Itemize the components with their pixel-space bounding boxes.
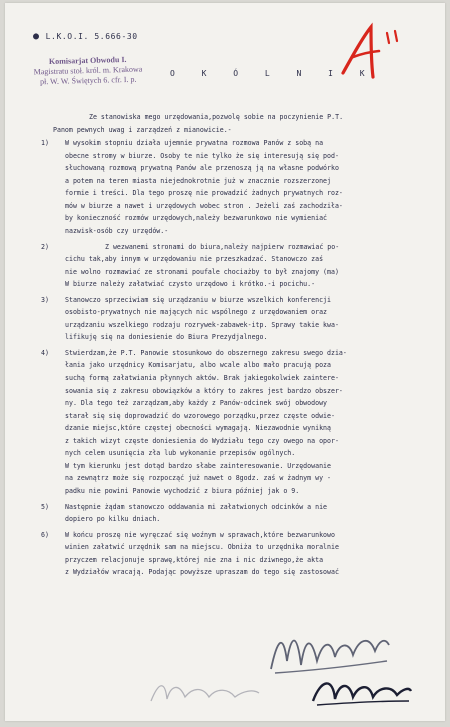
item-line: łania jako urzędnicy Komisarjatu, albo wcale albo mało pracują poza <box>65 361 331 370</box>
item-line: sowania się z zakresu obowiązków a który to zakres jest bardzo obszer- <box>65 386 343 395</box>
item-line: urządzaniu wszelkiego rodzaju rozrywek-zabawek-itp. Sprawy takie kwa- <box>65 320 339 329</box>
stamp-line-2: Magistratu stoł. król. m. Krakowa <box>33 64 143 77</box>
document-page <box>5 3 445 721</box>
item-line: z takich wizyt częste doniesienia do Wydziału tego czy owego na opor- <box>65 436 339 445</box>
item-number: 3) <box>41 295 49 304</box>
item-line: nie wolno rozmawiać ze stronami poufale chociażby to był znajomy (ma) <box>65 267 339 276</box>
item-line: dzanie miejsc,które częstej obecności wymagają. Niezawodnie wynikną <box>65 424 331 433</box>
item-line: W biurze należy załatwiać czysto urzędowo i krótko.-i pocichu.- <box>65 280 316 289</box>
stamp-line-1: Komisarjat Obwodu I. <box>48 54 127 67</box>
item-line: suchą formą załatwiania płynnych aktów. Brak jakiegokolwiek zaintere- <box>65 374 339 382</box>
item-line: nych celem usunięcia zła lub wykonanie przepisów ogólnych. <box>65 449 296 458</box>
document-heading: O K Ó L N I K <box>170 69 376 78</box>
item-line: winien załatwić urzędnik sam na miejscu. Obniża to urzędnika moralnie <box>65 543 339 552</box>
item-line: przyczem relacjonuje sprawę,której nie zna i nic dziwnego,że akta <box>65 555 324 564</box>
item-line: dopiero po kilku dniach. <box>65 515 161 524</box>
item-number: 2) <box>41 242 49 251</box>
item-number: 5) <box>41 502 49 511</box>
item-number: 4) <box>41 348 49 357</box>
reference-text: L.K.O.I. 5.666-30 <box>45 32 138 41</box>
item-line: ny. Dla tego też zarządzam,aby każdy z Panów-odcinek swój obwodowy <box>65 399 328 408</box>
item-line: starał się się doprowadzić do wzorowego porządku,przez częste odwie- <box>65 411 335 420</box>
intro-line: Ze stanowiska mego urzędowania,pozwolę sobie na poczynienie P.T. <box>89 113 344 121</box>
intro-line: Panom pewnych uwag i zarządzeń z mianowicie.- <box>53 125 232 134</box>
item-line: a potem na teren miasta niejednokrotnie już w znacznie rozszerzonej <box>65 176 331 185</box>
item-line: W wysokim stopniu działa ujemnie prywatna rozmowa Panów z sobą na <box>65 139 324 148</box>
item-line: W tym kierunku jest dotąd bardzo słabe zainteresowanie. Urzędowanie <box>65 461 331 470</box>
item-number: 6) <box>41 530 49 539</box>
item-line: mów w biurze a nawet i urzędowych wobec stron . Jeżeli zaś zachodziła- <box>65 201 343 210</box>
item-line: obecne stromy w biurze. Osoby te nie tylko że się interesują się pod- <box>65 151 339 160</box>
item-line: Stwierdzam,że P.T. Panowie stosunkowo do obszernego zakresu swego dzia- <box>65 348 347 357</box>
item-number: 1) <box>41 139 49 148</box>
item-line: padku nie powini Panowie wychodzić z biura później jak o 9. <box>65 486 300 495</box>
item-line: lifikuję się na doniesienie do Biura Prezydjalnego. <box>65 333 268 342</box>
item-line: z Wydziałów wracają. Podając powyższe upraszam do tego się zastosować <box>65 568 339 577</box>
bullet-mark: ● <box>33 31 40 42</box>
item-line: słuchowaną rozmową prywatną Panów ale przenoszą ją na własne podwórko <box>65 164 339 173</box>
signature-faded <box>145 675 265 709</box>
item-line: W końcu proszę nie wyręczać się woźnym w sprawach,które bezwarunkowo <box>65 530 335 539</box>
item-line: na zewnątrz może się rozpocząć już nawet o 8godz. zaś w żadnym wy - <box>65 474 331 483</box>
item-line: Następnie żądam stanowczo oddawania mi załatwionych odcinków a nie <box>65 502 328 511</box>
stamp-line-3: pł. W. W. Świętych 6. cfr. I. p. <box>39 74 137 87</box>
document-body <box>5 3 445 721</box>
item-line: by konieczność rozmów urzędowych,należy bezwarunkowo nie wymieniać <box>65 214 328 223</box>
item-line: nazwisk-osób czy urzędów.- <box>65 226 169 235</box>
item-line: cichu tak,aby innym w urzędowaniu nie przeszkadzać. Stanowczo zaś <box>65 255 324 264</box>
signature-dark <box>305 671 415 709</box>
item-line: osobisto-prywatnych nie mających nic wspólnego z urzędowaniem oraz <box>65 308 328 317</box>
item-line: formie i treści. Dla tego proszę nie prowadzić żadnych prywatnych roz- <box>65 189 343 198</box>
item-line: Z wezwanemi stronami do biura,należy najpierw rozmawiać po- <box>105 242 340 251</box>
item-line: Stanowczo sprzeciwiam się urządzaniu w biurze wszelkich konferencji <box>65 295 331 304</box>
